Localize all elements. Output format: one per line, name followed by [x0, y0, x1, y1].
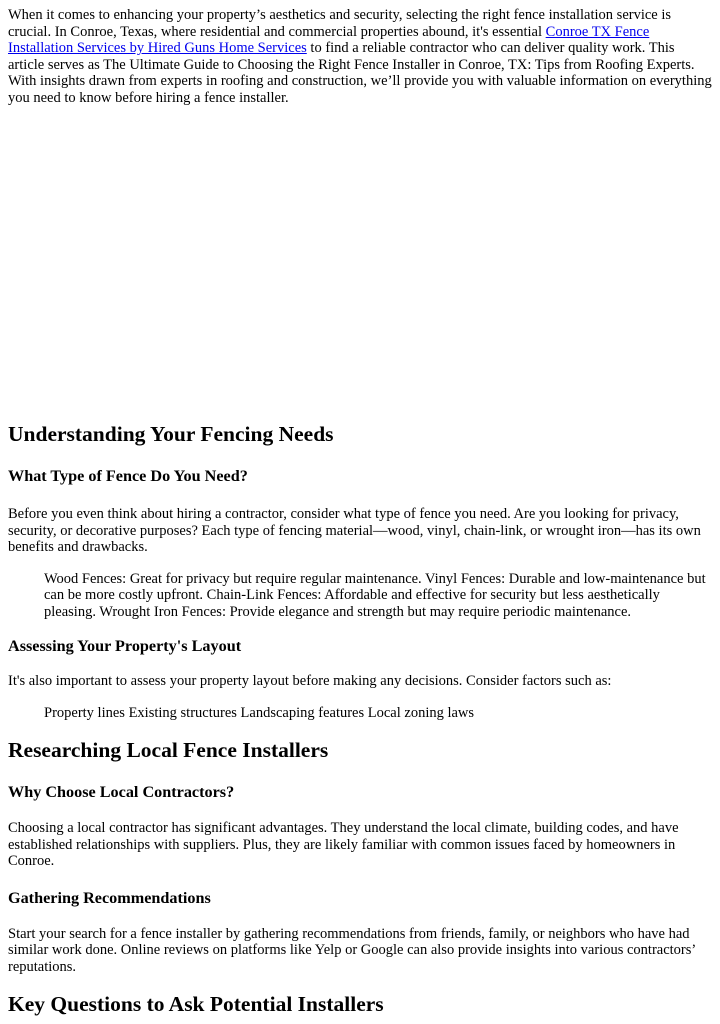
fence-type-paragraph: Before you even think about hiring a contractor, consider what type of fence you need. Are you looking for privacy, security, or decorative purposes? Each type of fencing material—wood, vinyl, chain-link, or wrought iron—has its own benefits and drawbacks.: [8, 506, 701, 555]
section-heading-researching-installers: Researching Local Fence Installers: [8, 738, 329, 762]
layout-factors-list: Property lines Existing structures Landscaping features Local zoning laws: [44, 704, 475, 721]
intro-paragraph: [8, 7, 712, 106]
property-layout-paragraph: It's also important to assess your property layout before making any decisions. Consider factors such as:: [8, 673, 612, 689]
subheading-property-layout: Assessing Your Property's Layout: [8, 637, 242, 655]
intro-text-after: to find a reliable contractor who can deliver quality work. This article serves as The Ultimate Guide to Choosing the Right Fence Installer in Conroe, TX: Tips from Roofing Experts. With insights drawn from experts in roofing and construction, we’ll provide you with valuable information on everything you need to know before hiring a fence installer.: [8, 40, 712, 106]
local-contractors-paragraph: Choosing a local contractor has significant advantages. They understand the local climate, building codes, and have established relationships with suppliers. Plus, they are likely familiar with common issues faced by homeowners in Conroe.: [8, 820, 679, 869]
subheading-gathering-recommendations: Gathering Recommendations: [8, 888, 211, 907]
article: [0, 7, 720, 1017]
subheading-fence-type: What Type of Fence Do You Need?: [8, 467, 248, 485]
intro-text-before: When it comes to enhancing your property’s aesthetics and security, selecting the right fence installation service is crucial. In Conroe, Texas, where residential and commercial properties abound, it's essential: [8, 7, 672, 40]
recommendations-paragraph: Start your search for a fence installer by gathering recommendations from friends, family, or neighbors who have had similar work done. Online reviews on platforms like Yelp or Google can also provide insights into various contractors’ reputations.: [8, 925, 696, 975]
conroe-fence-services-link[interactable]: Conroe TX Fence Installation Services by Hired Guns Home Services: [8, 23, 650, 56]
fence-materials-list: Wood Fences: Great for privacy but require regular maintenance. Vinyl Fences: Durable and low-maintenance but can be more costly upfront. Chain-Link Fences: Affordable and effective for security but less aesthetically pleasing. Wrought Iron Fences: Provide elegance and strength but may require periodic maintenance.: [44, 570, 706, 620]
subheading-local-contractors: Why Choose Local Contractors?: [8, 783, 235, 801]
section-heading-key-questions: Key Questions to Ask Potential Installers: [8, 992, 384, 1016]
blank-space: [8, 106, 712, 421]
section-heading-fencing-needs: Understanding Your Fencing Needs: [8, 422, 334, 446]
